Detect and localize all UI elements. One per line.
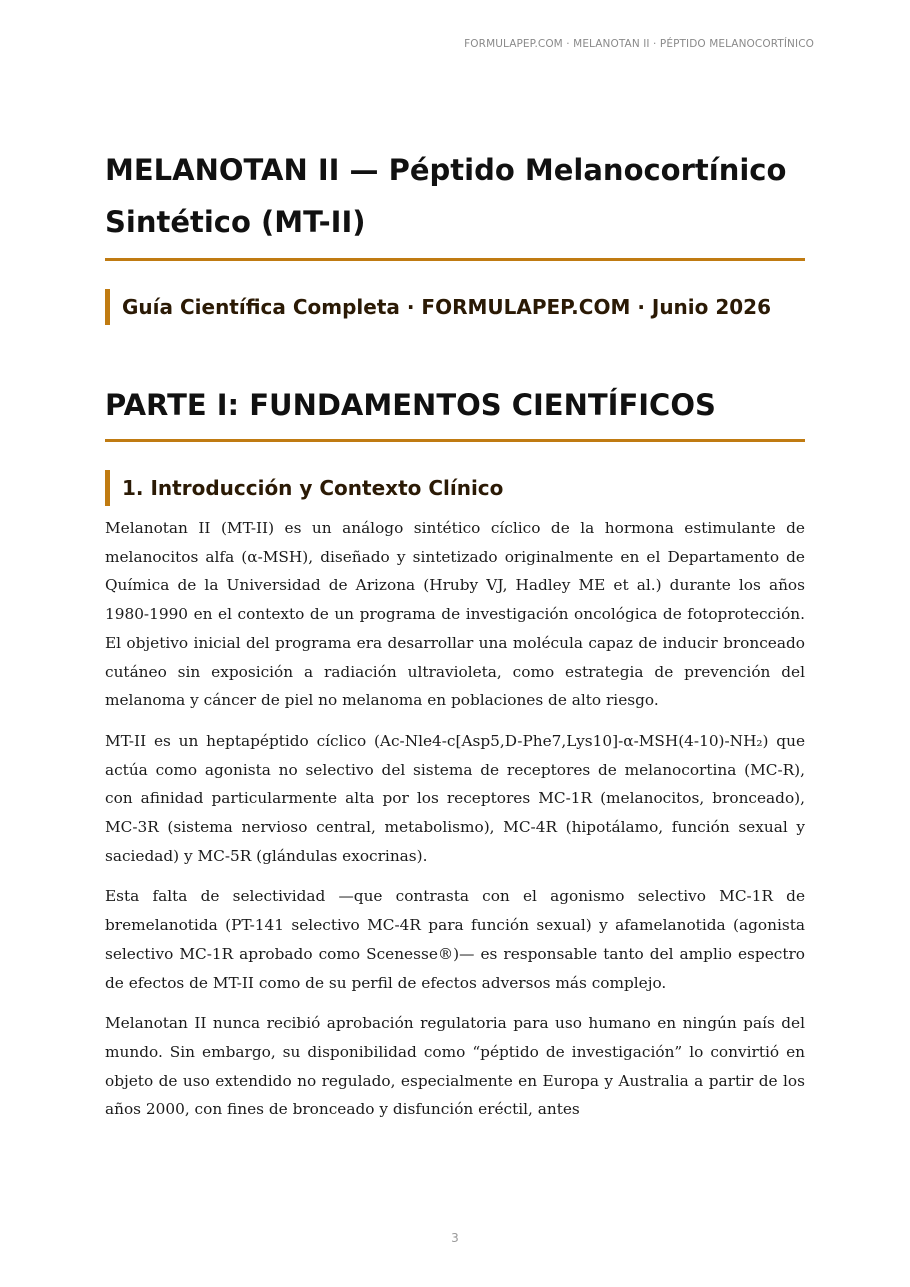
document-subtitle: Guía Científica Completa · FORMULAPEP.COM · Junio 2026 xyxy=(122,295,772,319)
section-heading: 1. Introducción y Contexto Clínico xyxy=(122,476,504,500)
body-paragraph: Melanotan II nunca recibió aprobación regulatoria para uso humano en ningún país del mundo. Sin embargo, su disponibilidad como “péptido de investigación” lo convirtió en objeto de uso extendido no regulado, especialmente en Europa y Australia a partir de los años 2000, con fines de bronceado y disfunción eréctil, antes xyxy=(105,1014,805,1119)
page-number: 3 xyxy=(451,1231,459,1245)
subtitle-callout xyxy=(105,289,805,325)
body-paragraph: Melanotan II (MT-II) es un análogo sintético cíclico de la hormona estimulante de melanocitos alfa (α-MSH), diseñado y sintetizado originalmente en el Departamento de Química de la Universidad de Arizona (Hruby VJ, Hadley ME et al.) durante los años 1980-1990 en el contexto de un programa de investigación oncológica de fotoprotección. El objetivo inicial del programa era desarrollar una molécula capaz de inducir bronceado cutáneo sin exposición a radiación ultravioleta, como estrategia de prevención del melanoma y cáncer de piel no melanoma en poblaciones de alto riesgo. xyxy=(105,519,805,710)
running-header: FORMULAPEP.COM · MELANOTAN II · PÉPTIDO MELANOCORTÍNICO xyxy=(464,38,814,50)
section-callout xyxy=(105,470,805,506)
part-heading: PARTE I: FUNDAMENTOS CIENTÍFICOS xyxy=(105,388,716,422)
body-paragraph: MT-II es un heptapéptido cíclico (Ac-Nle4-c[Asp5,D-Phe7,Lys10]-α-MSH(4-10)-NH₂) que actúa como agonista no selectivo del sistema de receptores de melanocortina (MC-R), con afinidad particularmente alta por los receptores MC-1R (melanocitos, bronceado), MC-3R (sistema nervioso central, metabolismo), MC-4R (hipotálamo, función sexual y saciedad) y MC-5R (glándulas exocrinas). xyxy=(105,731,805,865)
body-paragraph: Esta falta de selectividad —que contrasta con el agonismo selectivo MC-1R de bremelanotida (PT-141 selectivo MC-4R para función sexual) y afamelanotida (agonista selectivo MC-1R aprobado como Scenesse®)— es responsable tanto del amplio espectro de efectos de MT-II como de su perfil de efectos adversos más complejo. xyxy=(105,887,805,992)
page-content xyxy=(105,144,805,1124)
part-divider xyxy=(105,439,805,442)
document-title: MELANOTAN II — Péptido Melanocortínico Sintético (MT-II) xyxy=(105,153,787,239)
title-divider xyxy=(105,258,805,261)
